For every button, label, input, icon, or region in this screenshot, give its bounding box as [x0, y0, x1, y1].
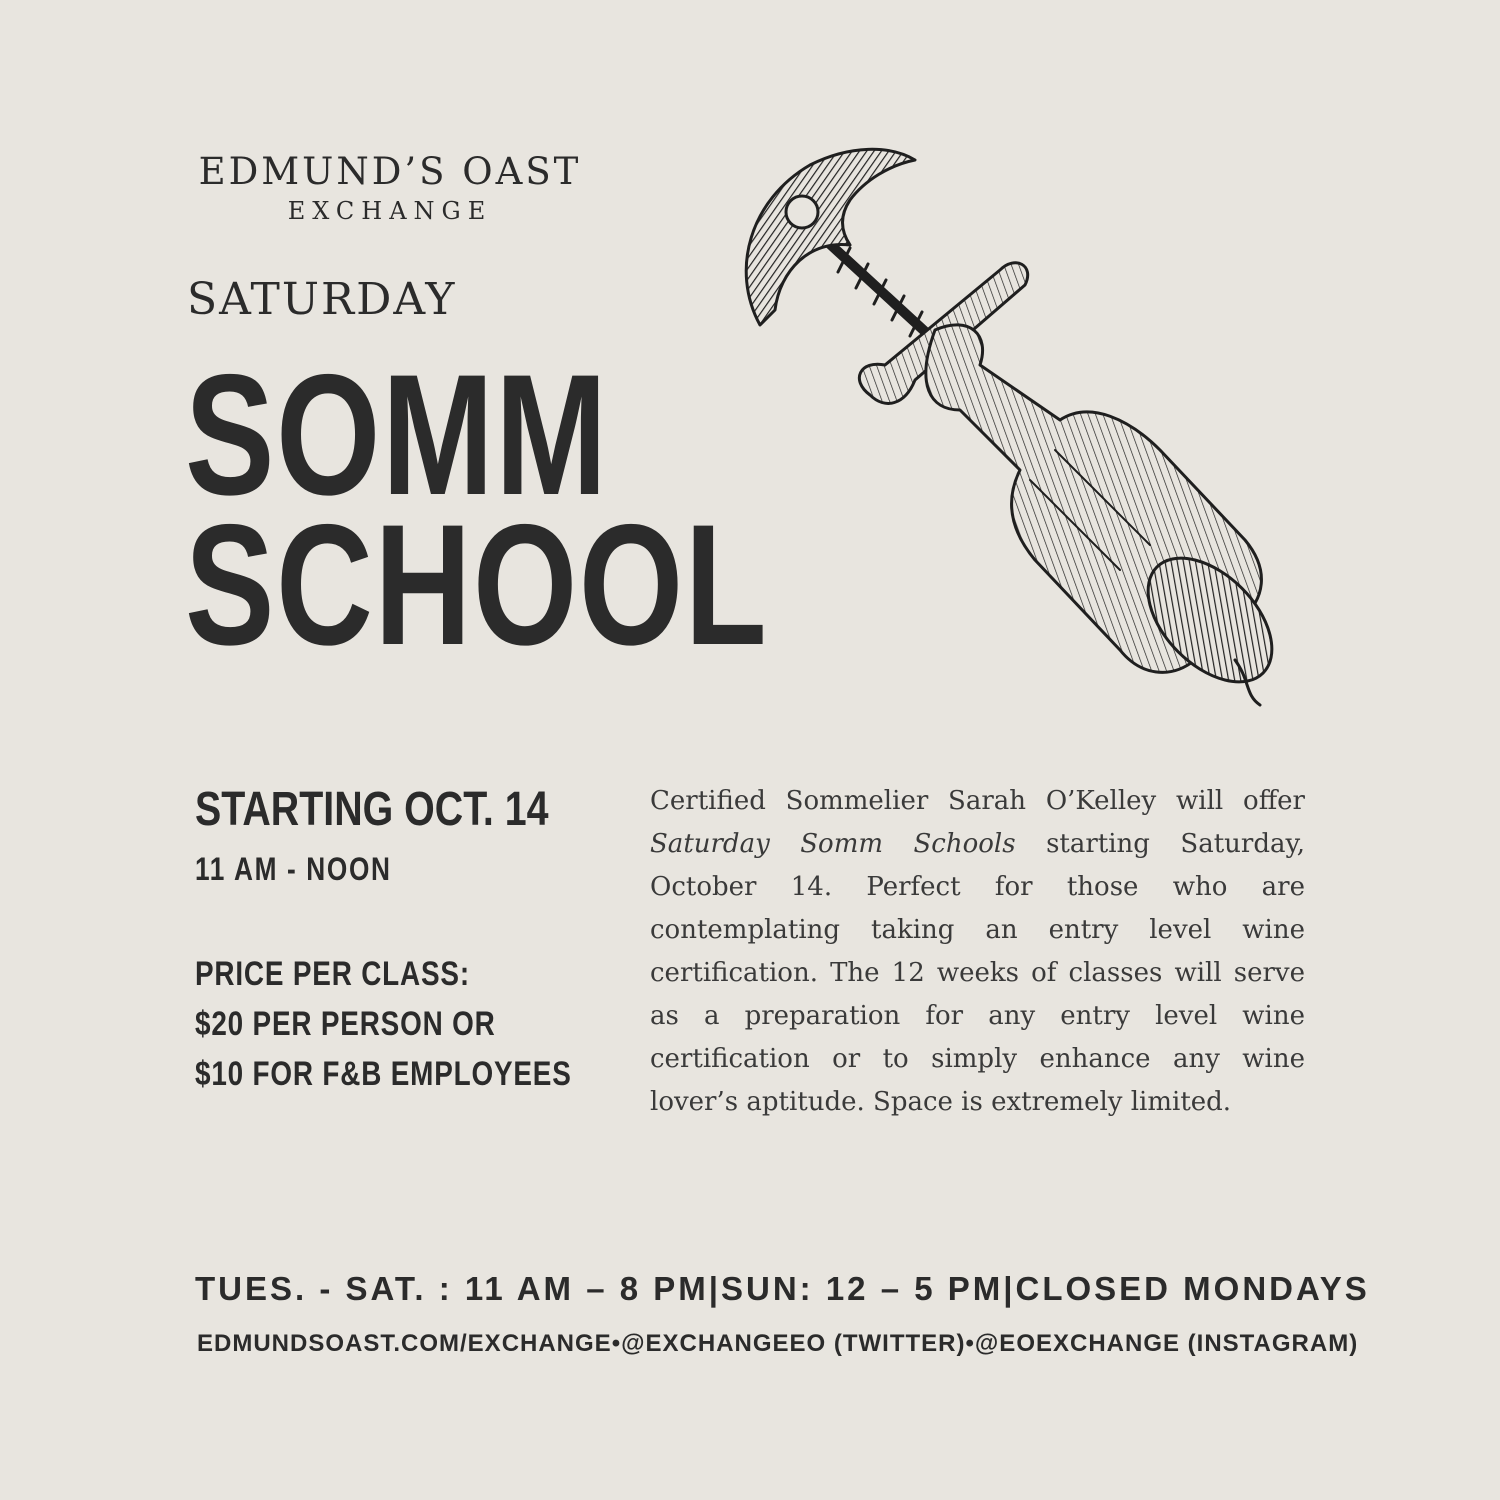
- event-info: [195, 785, 635, 1099]
- brand-subtitle: EXCHANGE: [287, 197, 493, 225]
- description-italic: Saturday Somm Schools: [650, 829, 1016, 859]
- price-regular: $20 PER PERSON OR: [195, 1005, 496, 1043]
- corkscrew-illustration: [690, 120, 1330, 720]
- brand-logo: [185, 150, 595, 226]
- headline-line2: SCHOOL: [185, 489, 769, 681]
- instagram-link[interactable]: @EOEXCHANGE (INSTAGRAM): [974, 1330, 1359, 1357]
- hours-closed: CLOSED MONDAYS: [1015, 1270, 1370, 1307]
- description: [650, 780, 1305, 1124]
- bullet: •: [611, 1330, 622, 1357]
- opening-hours: [195, 1270, 1370, 1308]
- headline-pre: SATURDAY: [187, 274, 457, 325]
- price-label: PRICE PER CLASS:: [195, 955, 470, 993]
- headline-line1: SOMM: [185, 339, 609, 531]
- twitter-link[interactable]: @EXCHANGEEO (TWITTER): [621, 1330, 966, 1357]
- description-text: Certified Sommelier Sarah O’Kelley will offer: [650, 786, 1305, 816]
- contact-links: [197, 1330, 1359, 1358]
- separator: |: [708, 1270, 721, 1307]
- hours-weekday: TUES. - SAT. : 11 AM – 8 PM: [195, 1270, 709, 1307]
- start-date: STARTING OCT. 14: [195, 783, 549, 836]
- price-employee: $10 FOR F&B EMPLOYEES: [195, 1055, 572, 1093]
- brand-name: EDMUND’S OAST: [198, 150, 582, 193]
- website-link[interactable]: EDMUNDSOAST.COM/EXCHANGE: [197, 1330, 612, 1357]
- description-text-cont: starting Saturday, October 14. Perfect for those who are contemplating taking an entry level wine certification. The 12 weeks of classes will serve as a preparation for any entry level wine certification or to simply enhance any wine lover’s aptitude. Space is extremely limited.: [650, 829, 1306, 1117]
- class-time: 11 AM - NOON: [195, 851, 392, 887]
- bullet: •: [965, 1330, 975, 1357]
- hours-sunday: SUN: 12 – 5 PM: [721, 1270, 1004, 1307]
- separator: |: [1003, 1270, 1016, 1307]
